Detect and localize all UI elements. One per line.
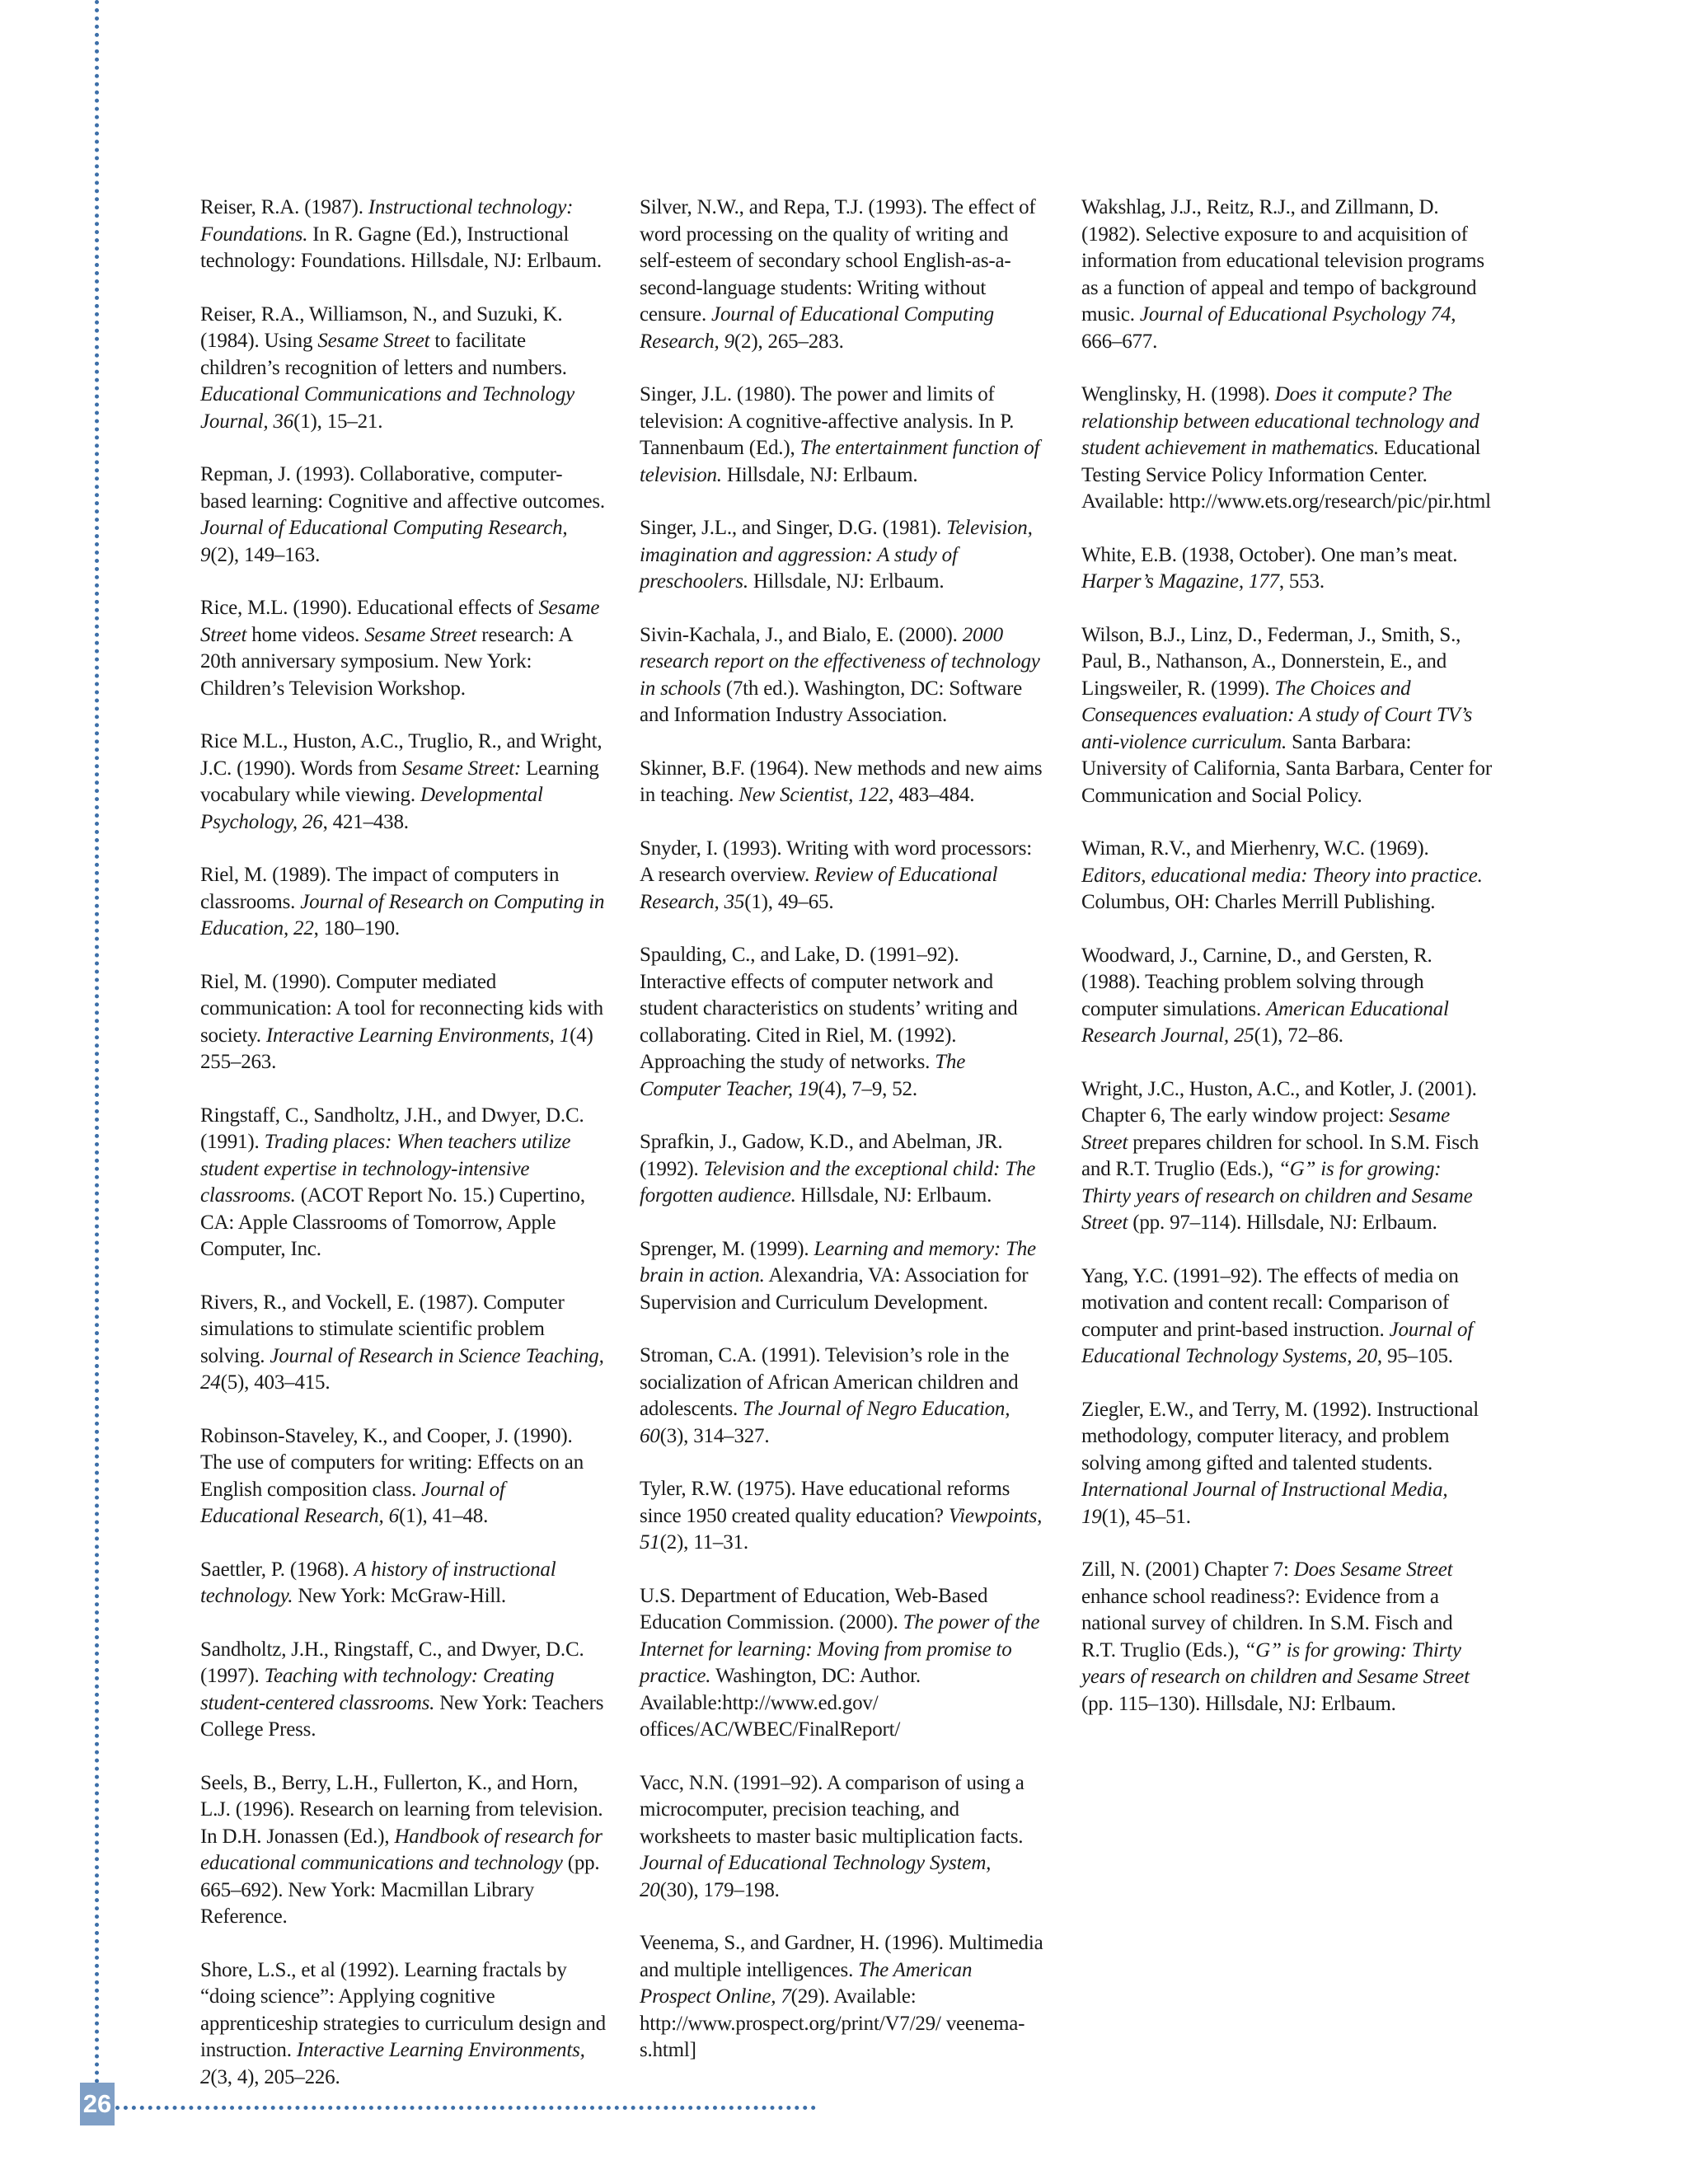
reference-entry: Saettler, P. (1968). A history of instructional technology. New York: McGraw-Hill.	[200, 1558, 556, 1607]
italic-title: Editors, educational media: Theory into practice.	[1081, 864, 1483, 887]
italic-title: 2000 research report on the effectiveness of technology in schools	[640, 623, 1040, 700]
reference-entry: Woodward, J., Carnine, D., and Gersten, R. (1988). Teaching problem solving through computer simulations. American Educational Research Journal, 25(1), 72–86.	[1081, 944, 1449, 1047]
italic-title: Developmental Psychology, 26	[200, 784, 543, 833]
reference-entry: Stroman, C.A. (1991). Television’s role in the socialization of African American children and adolescents. The Journal of Negro Education, 60(3), 314–327.	[640, 1344, 1019, 1447]
reference-entry: Riel, M. (1990). Computer mediated communication: A tool for reconnecting kids with society. Interactive Learning Environments, 1(4) 255–263.	[200, 970, 603, 1073]
reference-entry: Wilson, B.J., Linz, D., Federman, J., Smith, S., Paul, B., Nathanson, A., Donnerstein, E., and Lingsweiler, R. (1999). The Choices and Consequences evaluation: A study of Court TV’s anti-violence curriculum. Santa Barbara: University of California, Santa Barbara, Center for Communication and Social Policy.	[1081, 623, 1492, 807]
italic-title: Does Sesame Street	[1293, 1558, 1453, 1581]
italic-title: New Scientist, 122	[738, 784, 889, 806]
italic-title: Does it compute? The relationship between educational technology and student achievement in mathematics.	[1081, 383, 1479, 459]
italic-title: Interactive Learning Environments, 2	[200, 2039, 585, 2088]
italic-title: The Journal of Negro Education, 60	[640, 1398, 1010, 1447]
italic-title: Journal of Educational Computing Research, 9	[640, 303, 994, 353]
italic-title: Trading places: When teachers utilize student expertise in technology-intensive classrooms.	[200, 1131, 571, 1207]
reference-entry: Yang, Y.C. (1991–92). The effects of media on motivation and content recall: Comparison of computer and print-based instruction. Journal of Educational Technology Systems, 20, 95–105.	[1081, 1264, 1474, 1367]
italic-title: Sesame Street	[364, 623, 477, 646]
reference-entry: Singer, J.L. (1980). The power and limits of television: A cognitive-affective analysis. In P. Tannenbaum (Ed.), The entertainment function of television. Hillsdale, NJ: Erlbaum.	[640, 383, 1040, 486]
reference-entry: White, E.B. (1938, October). One man’s meat. Harper’s Magazine, 177, 553.	[1081, 543, 1458, 593]
italic-title: International Journal of Instructional Media, 19	[1081, 1479, 1448, 1528]
reference-entry: Sivin-Kachala, J., and Bialo, E. (2000). 2000 research report on the effectiveness of technology in schools (7th ed.). Washington, DC: Software and Information Industry Association.	[640, 623, 1040, 726]
reference-entry: Vacc, N.N. (1991–92). A comparison of using a microcomputer, precision teaching, and worksheets to master basic multiplication facts. Journal of Educational Technology System, 20(30), 179–198.	[640, 1771, 1025, 1901]
reference-entry: Singer, J.L., and Singer, D.G. (1981). Television, imagination and aggression: A study of preschoolers. Hillsdale, NJ: Erlbaum.	[640, 517, 1033, 593]
reference-entry: Zill, N. (2001) Chapter 7: Does Sesame Street enhance school readiness?: Evidence from a national survey of children. In S.M. Fisch and R.T. Truglio (Eds.), “G” is for growing: Thirty years of research on children and Sesame Street (pp. 115–130). Hillsdale, NJ: Erlbaum.	[1081, 1558, 1470, 1715]
italic-title: “G” is for growing: Thirty years of research on children and Sesame Street	[1081, 1638, 1470, 1688]
italic-title: The Computer Teacher, 19	[640, 1051, 966, 1100]
left-dotted-rule	[95, 0, 99, 2085]
italic-title: Sesame Street	[1081, 1104, 1451, 1154]
italic-title: Sesame Street	[317, 330, 430, 352]
reference-column-2	[640, 194, 1045, 2091]
page-number: 26	[80, 2083, 115, 2125]
italic-title: Television, imagination and aggression: A study of preschoolers.	[640, 517, 1033, 593]
reference-entry: Sandholtz, J.H., Ringstaff, C., and Dwyer, D.C. (1997). Teaching with technology: Creating student-centered classrooms. New York: Teachers College Press.	[200, 1638, 604, 1741]
reference-entry: Robinson-Staveley, K., and Cooper, J. (1990). The use of computers for writing: Effects on an English composition class. Journal of Educational Research, 6(1), 41–48.	[200, 1424, 584, 1527]
reference-entry: Repman, J. (1993). Collaborative, computer-based learning: Cognitive and affective outcomes. Journal of Educational Computing Research, 9(2), 149–163.	[200, 463, 605, 566]
reference-entry: Seels, B., Berry, L.H., Fullerton, K., and Horn, L.J. (1996). Research on learning from television. In D.H. Jonassen (Ed.), Handbook of research for educational communications and technology (pp. 665–692). New York: Macmillan Library Reference.	[200, 1771, 603, 1928]
italic-title: Teaching with technology: Creating student-centered classrooms.	[200, 1665, 555, 1714]
reference-entry: Rice, M.L. (1990). Educational effects of Sesame Street home videos. Sesame Street research: A 20th anniversary symposium. New York: Children’s Television Workshop.	[200, 597, 600, 700]
reference-entry: Spaulding, C., and Lake, D. (1991–92). Interactive effects of computer network and student characteristics on students’ writing and collaborating. Cited in Riel, M. (1992). Approaching the study of networks. The Computer Teacher, 19(4), 7–9, 52.	[640, 944, 1018, 1100]
reference-entry: Sprenger, M. (1999). Learning and memory: The brain in action. Alexandria, VA: Association for Supervision and Curriculum Development.	[640, 1237, 1036, 1314]
reference-entry: Rivers, R., and Vockell, E. (1987). Computer simulations to stimulate scientific problem solving. Journal of Research in Science Teaching, 24(5), 403–415.	[200, 1291, 604, 1394]
italic-title: Journal of Educational Technology Systems, 20	[1081, 1318, 1474, 1367]
italic-title: Harper’s Magazine, 177	[1081, 570, 1279, 593]
reference-entry: Sprafkin, J., Gadow, K.D., and Abelman, JR. (1992). Television and the exceptional child: The forgotten audience. Hillsdale, NJ: Erlbaum.	[640, 1131, 1036, 1207]
reference-entry: Ringstaff, C., Sandholtz, J.H., and Dwyer, D.C. (1991). Trading places: When teachers utilize student expertise in technology-intensive classrooms. (ACOT Report No. 15.) Cupertino, CA: Apple Classrooms of Tomorrow, Apple Computer, Inc.	[200, 1104, 585, 1260]
reference-column-3	[1081, 194, 1492, 1744]
reference-entry: Ziegler, E.W., and Terry, M. (1992). Instructional methodology, computer literacy, and problem solving among gifted and talented students. International Journal of Instructional Media, 19(1), 45–51.	[1081, 1398, 1479, 1528]
reference-column-1	[200, 194, 606, 2117]
italic-title: Television and the exceptional child: The forgotten audience.	[640, 1157, 1036, 1207]
reference-entry: Reiser, R.A. (1987). Instructional technology: Foundations. In R. Gagne (Ed.), Instructional technology: Foundations. Hillsdale, NJ: Erlbaum.	[200, 196, 602, 272]
italic-title: Journal of Research on Computing in Education, 22	[200, 890, 605, 940]
reference-entry: Wenglinsky, H. (1998). Does it compute? The relationship between educational technology and student achievement in mathematics. Educational Testing Service Policy Information Center. Available: http://www.ets.org/research/pic/pir.html	[1081, 383, 1491, 513]
italic-title: Review of Educational Research, 35	[640, 864, 998, 913]
reference-entry: Riel, M. (1989). The impact of computers in classrooms. Journal of Research on Computing in Education, 22, 180–190.	[200, 864, 605, 940]
italic-title: Sesame Street	[200, 597, 600, 646]
italic-title: Journal of Educational Computing Research, 9	[200, 517, 568, 566]
reference-entry: Snyder, I. (1993). Writing with word processors: A research overview. Review of Educational Research, 35(1), 49–65.	[640, 837, 1033, 913]
italic-title: The Choices and Consequences evaluation: A study of Court TV’s anti-violence curriculum.	[1081, 677, 1473, 753]
italic-title: American Educational Research Journal, 25	[1081, 997, 1449, 1047]
reference-entry: Veenema, S., and Gardner, H. (1996). Multimedia and multiple intelligences. The American Prospect Online, 7(29). Available: http://www.prospect.org/print/V7/29/ veenema-s.html]	[640, 1932, 1043, 2061]
italic-title: Learning and memory: The brain in action.	[640, 1237, 1036, 1286]
italic-title: Educational Communications and Technology Journal, 36	[200, 383, 575, 433]
italic-title: Journal of Research in Science Teaching, 24	[200, 1344, 604, 1394]
reference-entry: Wright, J.C., Huston, A.C., and Kotler, J. (2001). Chapter 6, The early window project: Sesame Street prepares children for school. In S.M. Fisch and R.T. Truglio (Eds.), “G” is for growing: Thirty years of research on children and Sesame Street (pp. 97–114). Hillsdale, NJ: Erlbaum.	[1081, 1077, 1479, 1234]
italic-title: Journal of Educational Psychology 74	[1139, 303, 1451, 326]
italic-title: Handbook of research for educational communications and technology	[200, 1825, 603, 1874]
reference-entry: U.S. Department of Education, Web-Based Education Commission. (2000). The power of the Internet for learning: Moving from promise to practice. Washington, DC: Author. Available:http://www.ed.gov/ offices/AC/WBEC/FinalReport/	[640, 1584, 1040, 1741]
italic-title: The power of the Internet for learning: Moving from promise to practice.	[640, 1611, 1040, 1687]
italic-title: Interactive Learning Environments, 1	[265, 1024, 570, 1047]
italic-title: “G” is for growing: Thirty years of research on children and Sesame Street	[1081, 1158, 1473, 1234]
reference-entry: Shore, L.S., et al (1992). Learning fractals by “doing science”: Applying cognitive apprenticeship strategies to curriculum design and instruction. Interactive Learning Environments, 2(3, 4), 205–226.	[200, 1958, 606, 2088]
italic-title: Viewpoints, 51	[640, 1504, 1043, 1554]
reference-entry: Wiman, R.V., and Mierhenry, W.C. (1969). Editors, educational media: Theory into practice. Columbus, OH: Charles Merrill Publishing.	[1081, 837, 1483, 913]
italic-title: The entertainment function of television.	[640, 437, 1040, 486]
italic-title: Instructional technology: Foundations.	[200, 196, 574, 246]
italic-title: Journal of Educational Research, 6	[200, 1478, 505, 1527]
reference-entry: Rice M.L., Huston, A.C., Truglio, R., and Wright, J.C. (1990). Words from Sesame Street: Learning vocabulary while viewing. Developmental Psychology, 26, 421–438.	[200, 730, 603, 833]
italic-title: A history of instructional technology.	[200, 1558, 556, 1607]
italic-title: Journal of Educational Technology System, 20	[640, 1852, 992, 1901]
italic-title: The American Prospect Online, 7	[640, 1958, 973, 2008]
reference-entry: Reiser, R.A., Williamson, N., and Suzuki, K. (1984). Using Sesame Street to facilitate children’s recognition of letters and numbers. Educational Communications and Technology Journal, 36(1), 15–21.	[200, 302, 575, 433]
reference-entry: Tyler, R.W. (1975). Have educational reforms since 1950 created quality education? Viewpoints, 51(2), 11–31.	[640, 1478, 1043, 1554]
reference-entry: Skinner, B.F. (1964). New methods and new aims in teaching. New Scientist, 122, 483–484.	[640, 757, 1043, 806]
italic-title: Sesame Street:	[401, 757, 521, 780]
reference-entry: Silver, N.W., and Repa, T.J. (1993). The effect of word processing on the quality of writing and self-esteem of secondary school English-as-a-second-language students: Writing without censure. Journal of Educational Computing Research, 9(2), 265–283.	[640, 196, 1036, 353]
reference-entry: Wakshlag, J.J., Reitz, R.J., and Zillmann, D. (1982). Selective exposure to and acquisition of information from educational television programs as a function of appeal and tempo of background music. Journal of Educational Psychology 74, 666–677.	[1081, 196, 1484, 353]
